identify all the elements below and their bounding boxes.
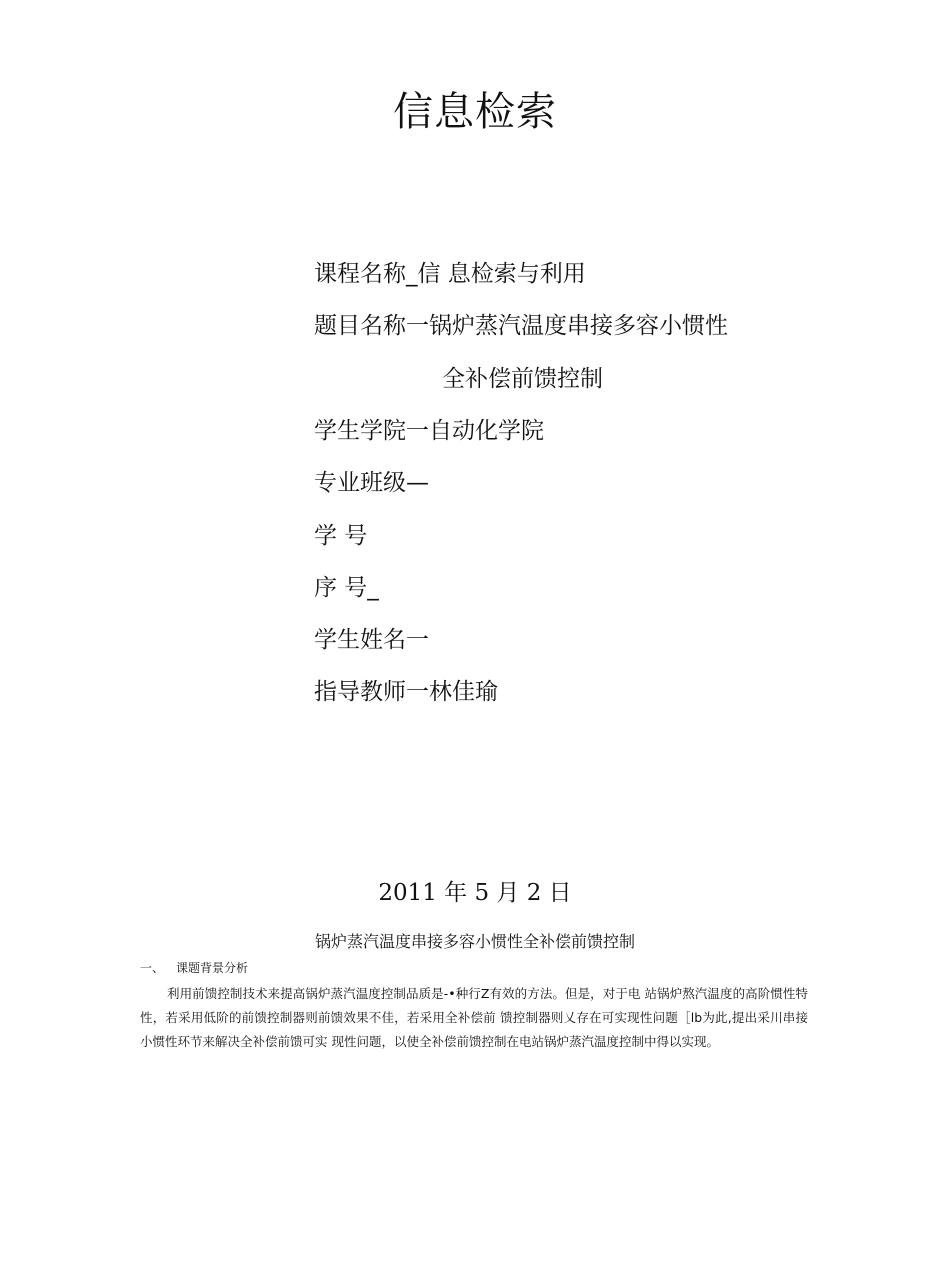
student-college-field: 学生学院一自动化学院 xyxy=(314,418,544,444)
background-paragraph: 利用前馈控制技术来提高锅炉蒸汽温度控制品质是-•种行Z有效的方法。但是，对于电 站锅炉熬汽温度的高阶惯性特性，若采用低阶的前馈控制器则前馈效果不佳，若采用全补偿前 馈控制器则乂存在可实现性问题［lb为此,提出采川串接小惯性环节来解决全补偿前馈可实 现性问题，以使全补偿前馈控制在电站锅炉蒸汽温度控制中得以实现。 xyxy=(140,986,808,1049)
section-number: 一、 xyxy=(140,961,165,975)
topic-name-continuation: 全补偿前馈控制 xyxy=(442,366,603,392)
major-class-field: 专业班级— xyxy=(314,470,429,496)
course-name-field: 课程名称_信 息检索与利用 xyxy=(314,261,586,287)
submission-date: 2011 年 5 月 2 日 xyxy=(378,880,572,906)
student-name-field: 学生姓名一 xyxy=(314,627,429,653)
sequence-number-field: 序 号_ xyxy=(314,575,379,601)
section-title: 课题背景分析 xyxy=(176,961,249,975)
paper-title: 锅炉蒸汽温度串接多容小惯性全补偿前馈控制 xyxy=(314,932,635,951)
document-title: 信息检索 xyxy=(393,89,557,135)
topic-name-field: 题目名称一锅炉蒸汽温度串接多容小惯性 xyxy=(314,313,728,339)
section-heading xyxy=(140,958,248,978)
student-id-field: 学 号 xyxy=(314,523,368,549)
advisor-field: 指导教师一林佳瑜 xyxy=(314,679,498,705)
